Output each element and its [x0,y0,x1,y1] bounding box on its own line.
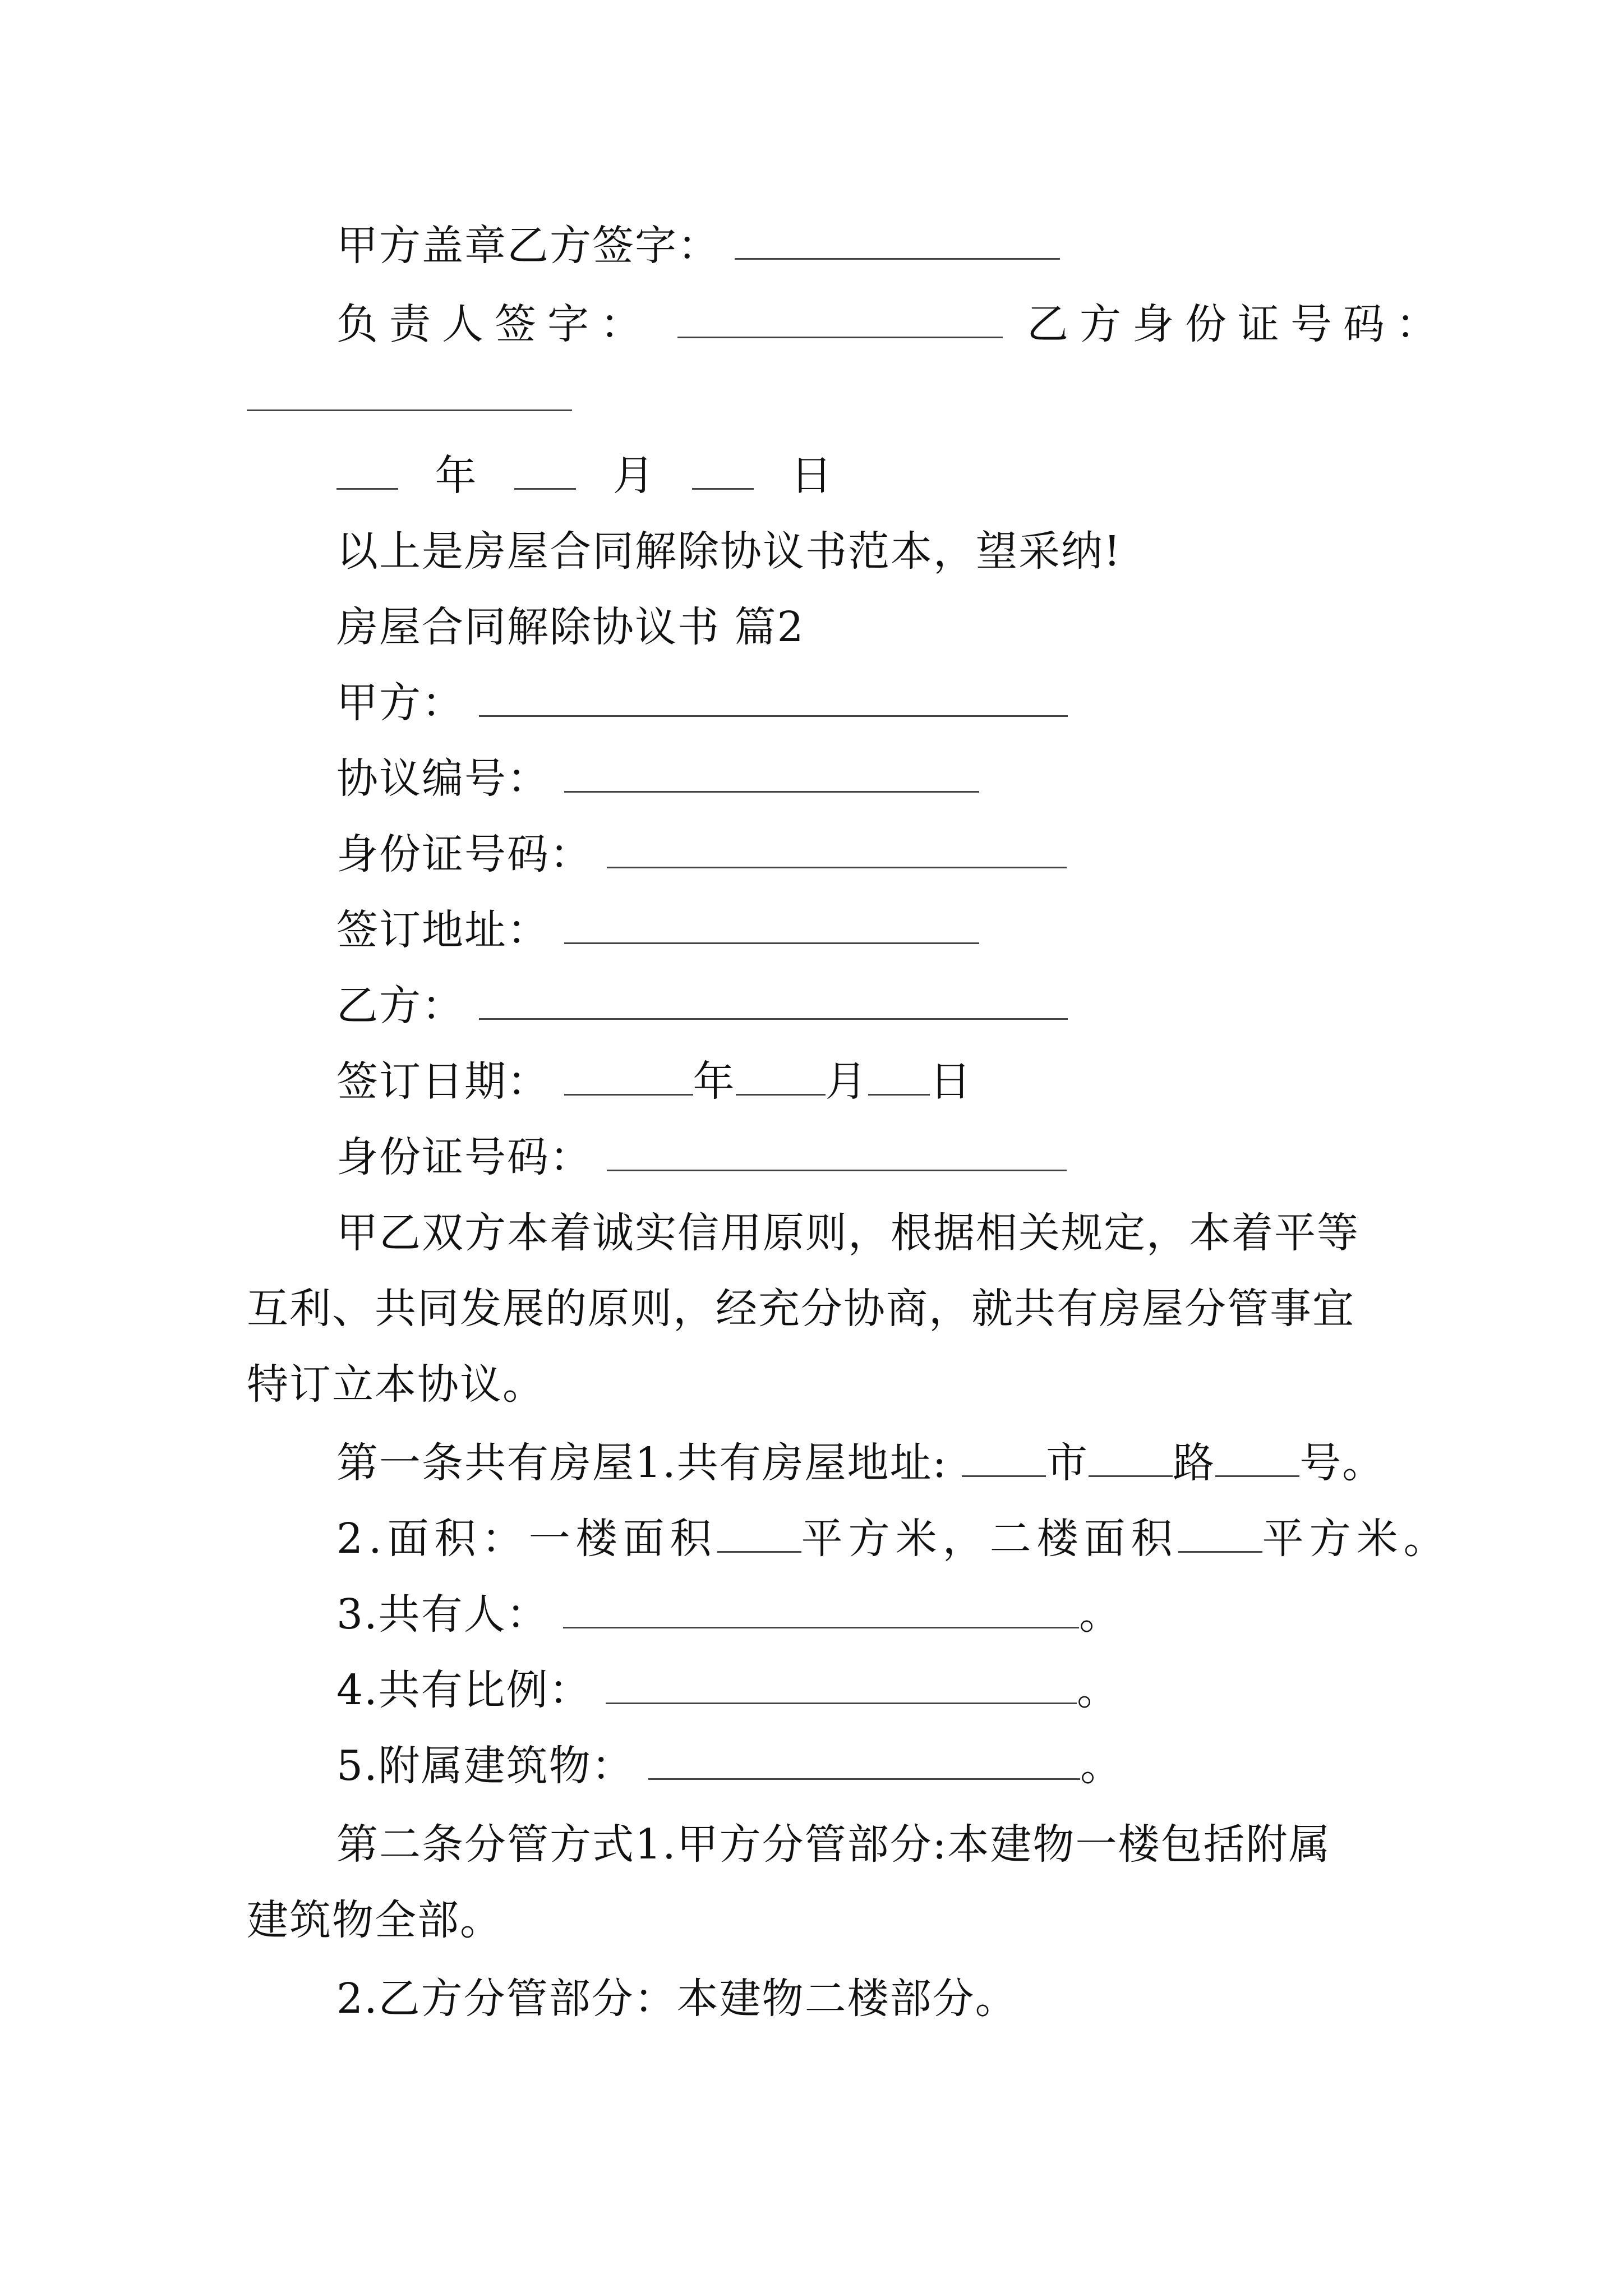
id-number-line-b [336,1130,1067,1184]
signing-address-label: 签订地址： [336,906,550,954]
signing-address-line [336,903,979,957]
signature-blank[interactable] [677,301,1003,338]
year-blank[interactable] [564,1058,693,1096]
party-a-seal-label: 甲方盖章乙方签字： [336,222,720,270]
year-blank[interactable] [336,452,398,490]
road-label: 路 [1173,1439,1216,1487]
paragraph-line: 互利、共同发展的原则，经充分协商，就共有房屋分管事宜 [247,1285,1355,1333]
day-blank[interactable] [868,1058,930,1096]
agreement-number-line [336,752,979,806]
second-floor-area-blank[interactable] [1178,1515,1262,1553]
annex-building-label: 5.附属建筑物： [336,1742,634,1790]
id-number-label: 身份证号码： [336,1133,592,1181]
city-label: 市 [1046,1439,1089,1487]
period: 。 [1079,1590,1122,1639]
id-number-blank[interactable] [607,1134,1067,1171]
day-label: 日 [929,1057,972,1106]
closing-note: 以上是房屋合同解除协议书范本，望采纳! [336,527,1122,576]
annex-building-line [336,1739,1123,1793]
agreement-number-blank[interactable] [564,755,979,793]
party-b-blank[interactable] [479,982,1068,1020]
year-label: 年 [693,1057,736,1106]
signing-address-blank[interactable] [564,907,979,944]
share-ratio-blank[interactable] [606,1667,1077,1704]
responsible-signature-line [336,297,1449,351]
signature-blank[interactable] [735,222,1060,260]
section-title: 房屋合同解除协议书 篇2 [336,603,805,651]
paragraph-line: 建筑物全部。 [247,1896,502,1944]
article-one-address-line [336,1436,1385,1490]
party-b-portion-line: 2.乙方分管部分：本建物二楼部分。 [336,1975,1018,2023]
id-number-line-a [336,827,1067,881]
area-line [336,1512,1451,1566]
share-ratio-line [336,1663,1119,1717]
period: 。 [1080,1742,1123,1790]
responsible-signature-label: 负责人签字： [336,300,653,348]
day-blank[interactable] [692,452,754,490]
agreement-number-label: 协议编号： [336,754,550,803]
period: 。 [1077,1666,1120,1714]
co-owner-label: 3.共有人： [336,1590,549,1639]
party-a-label: 甲方： [336,679,464,727]
party-a-blank[interactable] [479,679,1068,717]
city-blank[interactable] [962,1439,1046,1477]
paragraph-line: 甲乙双方本着诚实信用原则，根据相关规定，本着平等 [336,1209,1359,1257]
month-blank[interactable] [514,452,576,490]
id-number-blank[interactable] [247,381,572,411]
id-number-blank[interactable] [607,831,1067,868]
party-b-id-continuation [247,370,572,424]
co-owner-line [336,1588,1122,1641]
month-label: 月 [825,1057,868,1106]
road-blank[interactable] [1089,1439,1173,1477]
party-a-line [336,676,1068,730]
month-label: 月 [612,452,656,500]
year-label: 年 [435,452,478,500]
article-one-label: 第一条共有房屋1.共有房屋地址: [336,1439,948,1487]
party-b-line [336,979,1068,1033]
share-ratio-label: 4.共有比例： [336,1666,592,1714]
id-number-label: 身份证号码： [336,830,592,878]
party-b-id-label: 乙方身份证号码： [1027,300,1449,348]
first-floor-area-blank[interactable] [717,1515,801,1553]
party-a-seal-line [336,219,1060,273]
number-label: 号。 [1299,1439,1385,1487]
month-blank[interactable] [736,1058,826,1096]
signing-date-line [336,1055,972,1108]
signing-date-label: 签订日期： [336,1057,550,1106]
paragraph-line: 第二条分管方式1.甲方分管部分:本建物一楼包括附属 [336,1820,1331,1869]
party-b-label: 乙方： [336,982,464,1030]
number-blank[interactable] [1215,1439,1299,1477]
date-line-1 [336,449,856,503]
area-label: 2.面积：一楼面积 [336,1515,717,1563]
annex-building-blank[interactable] [648,1742,1080,1780]
area-end-label: 平方米。 [1262,1515,1451,1563]
day-label: 日 [790,452,833,500]
area-mid-label: 平方米，二楼面积 [801,1515,1178,1563]
co-owner-blank[interactable] [563,1591,1079,1628]
paragraph-line: 特订立本协议。 [247,1360,545,1409]
